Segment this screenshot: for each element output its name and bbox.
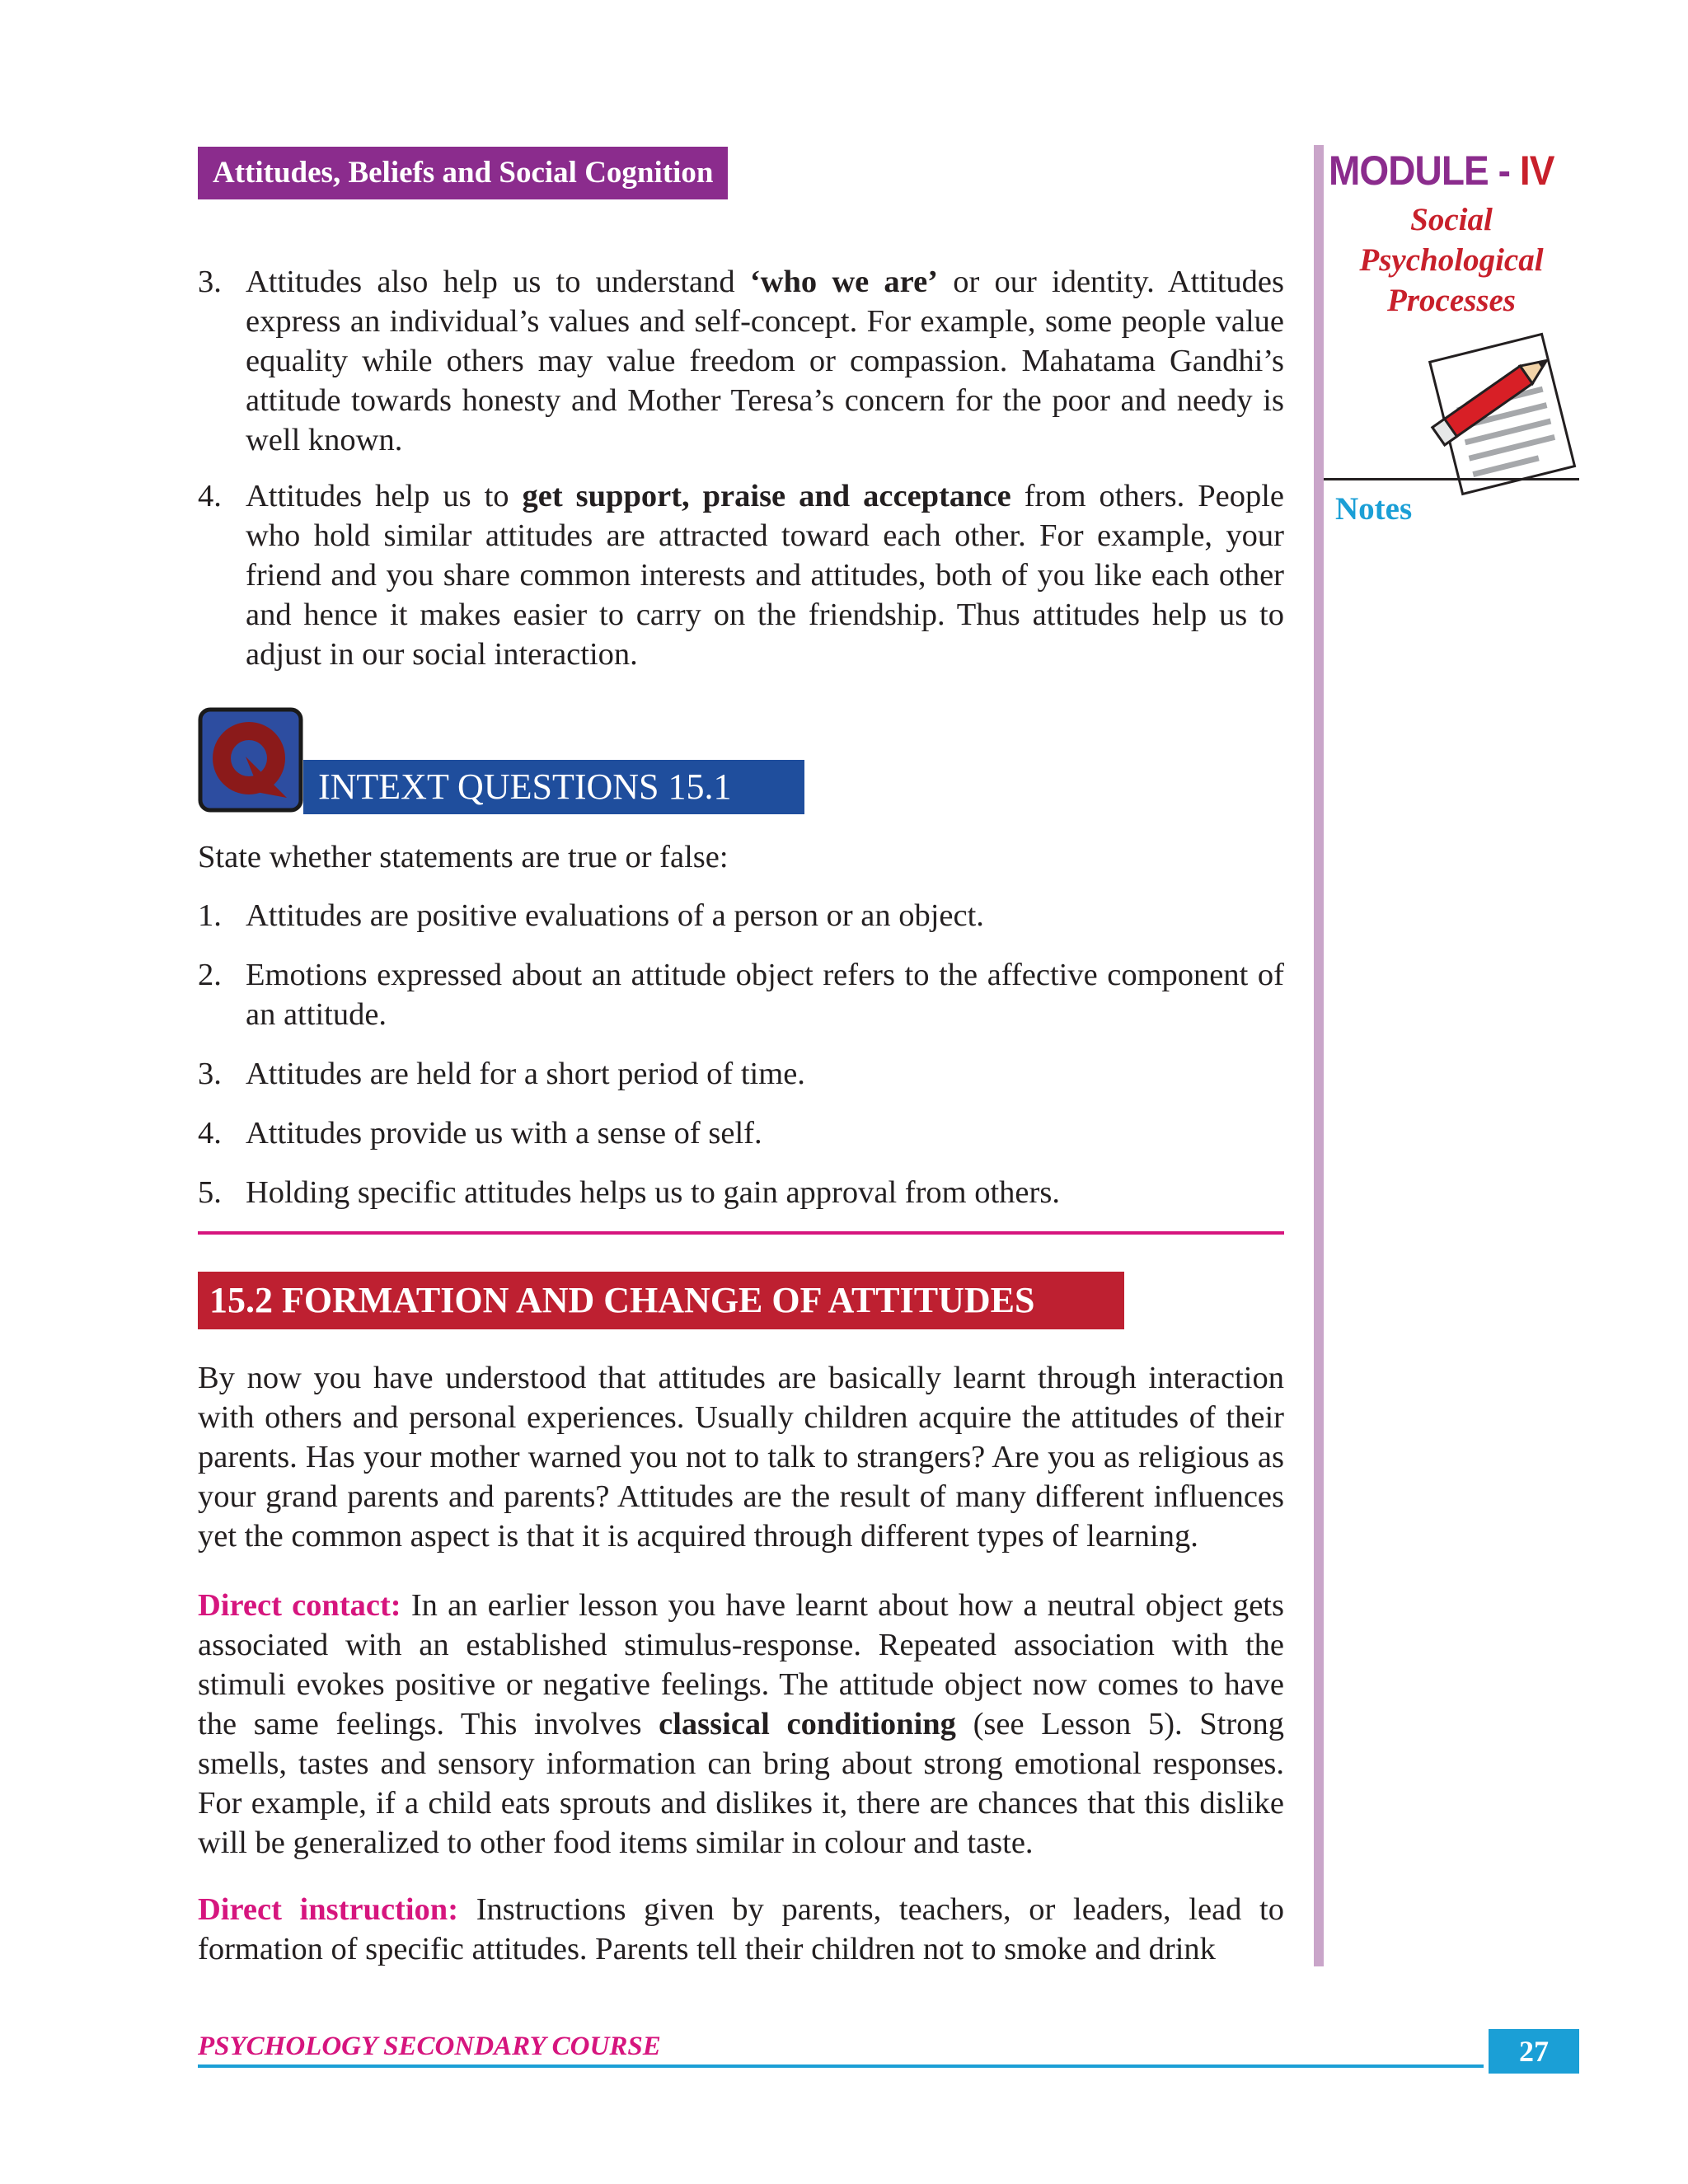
question-number: 5. bbox=[198, 1175, 222, 1210]
section-intro: By now you have understood that attitudes are basically learnt through interaction with others and personal experiences. Usually children acquire the attitudes of their parents. Has your mother warned you not to talk to strangers? Are you as religious as your grand parents and parents? Attitudes are the result of many different influences yet the common aspect is that it is acquired through different types of learning. bbox=[198, 1361, 1284, 1554]
question-number: 1. bbox=[198, 898, 222, 933]
module-number: IV bbox=[1519, 148, 1554, 194]
paragraph-text: (see Lesson 5). Strong smells, tastes and sensory information can bring about strong emotional responses. For example, if a child eats sprouts and dislikes it, there are chances that this dislike will be generalized to other food items similar in colour and taste. bbox=[198, 1707, 1284, 1860]
intext-questions-title: INTEXT QUESTIONS 15.1 bbox=[303, 760, 804, 814]
module-subtitle bbox=[1329, 199, 1574, 321]
module-label: MODULE - bbox=[1329, 148, 1520, 194]
function-list bbox=[198, 262, 1284, 674]
paragraph-bold-text: classical conditioning bbox=[659, 1707, 956, 1741]
direct-instruction-paragraph bbox=[198, 1890, 1284, 1969]
direct-contact-term: Direct contact: bbox=[198, 1588, 401, 1623]
question-number: 3. bbox=[198, 1057, 222, 1091]
question-q-icon bbox=[198, 707, 303, 813]
question-text: Holding specific attitudes helps us to gain approval from others. bbox=[246, 1175, 1060, 1210]
question-item bbox=[198, 896, 1284, 935]
page-number: 27 bbox=[1489, 2029, 1579, 2074]
notes-label: Notes bbox=[1335, 491, 1413, 527]
list-text: Attitudes also help us to understand bbox=[246, 265, 750, 299]
question-number: 2. bbox=[198, 958, 222, 992]
paragraph-text: Instructions given by parents, teachers, or leaders, lead to formation of specific attitudes. Parents tell their children not to smoke and drink bbox=[198, 1892, 1284, 1966]
question-item bbox=[198, 1113, 1284, 1153]
footer-divider bbox=[198, 2064, 1484, 2068]
footer-course-title: PSYCHOLOGY SECONDARY COURSE bbox=[198, 2032, 661, 2061]
list-number: 4. bbox=[198, 479, 222, 513]
intext-instruction: State whether statements are true or false: bbox=[198, 840, 729, 874]
section-divider bbox=[198, 1231, 1284, 1235]
question-item bbox=[198, 1054, 1284, 1094]
list-item bbox=[198, 262, 1284, 460]
section-title: 15.2 FORMATION AND CHANGE OF ATTITUDES bbox=[198, 1272, 1124, 1329]
list-text: or our identity. Attitudes express an individual’s values and self-concept. For example, some people value equality while others may value freedom or compassion. Mahatama Gandhi’s attitude towards honesty and Mother Teresa’s concern for the poor and needy is well known. bbox=[246, 265, 1284, 457]
list-text: Attitudes help us to bbox=[246, 479, 523, 513]
list-text: from others. People who hold similar attitudes are attracted toward each other. For example, your friend and you share common interests and attitudes, both of you like each other and hence it makes easier to carry on the friendship. Thus attitudes help us to adjust in our social interaction. bbox=[246, 479, 1285, 672]
list-bold-text: get support, praise and acceptance bbox=[522, 479, 1011, 513]
question-list bbox=[198, 896, 1284, 1212]
subtitle-line: Processes bbox=[1387, 283, 1516, 318]
list-number: 3. bbox=[198, 265, 222, 299]
question-item bbox=[198, 1173, 1284, 1212]
paragraph-text: In an earlier lesson you have learnt about how a neutral object gets associated with an established stimulus-response. Repeated association with the stimuli evokes positive or negative feelings. The attitude object now comes to have the same feelings. This involves bbox=[198, 1588, 1284, 1741]
direct-instruction-term: Direct instruction: bbox=[198, 1892, 459, 1927]
question-text: Attitudes provide us with a sense of self. bbox=[246, 1116, 762, 1151]
question-number: 4. bbox=[198, 1116, 222, 1151]
question-text: Attitudes are held for a short period of time. bbox=[246, 1057, 805, 1091]
notes-divider bbox=[1324, 478, 1579, 480]
subtitle-line: Social bbox=[1410, 202, 1493, 237]
pencil-paper-icon bbox=[1411, 321, 1584, 499]
question-item bbox=[198, 955, 1284, 1034]
list-item bbox=[198, 476, 1284, 674]
question-text: Emotions expressed about an attitude object refers to the affective component of an attitude. bbox=[246, 958, 1284, 1032]
subtitle-line: Psychological bbox=[1359, 242, 1544, 278]
module-title bbox=[1329, 147, 1556, 194]
list-bold-text: ‘who we are’ bbox=[749, 265, 938, 299]
question-text: Attitudes are positive evaluations of a person or an object. bbox=[246, 898, 984, 933]
chapter-title-badge: Attitudes, Beliefs and Social Cognition bbox=[198, 147, 728, 199]
direct-contact-paragraph bbox=[198, 1586, 1284, 1863]
sidebar-divider bbox=[1314, 145, 1324, 1966]
